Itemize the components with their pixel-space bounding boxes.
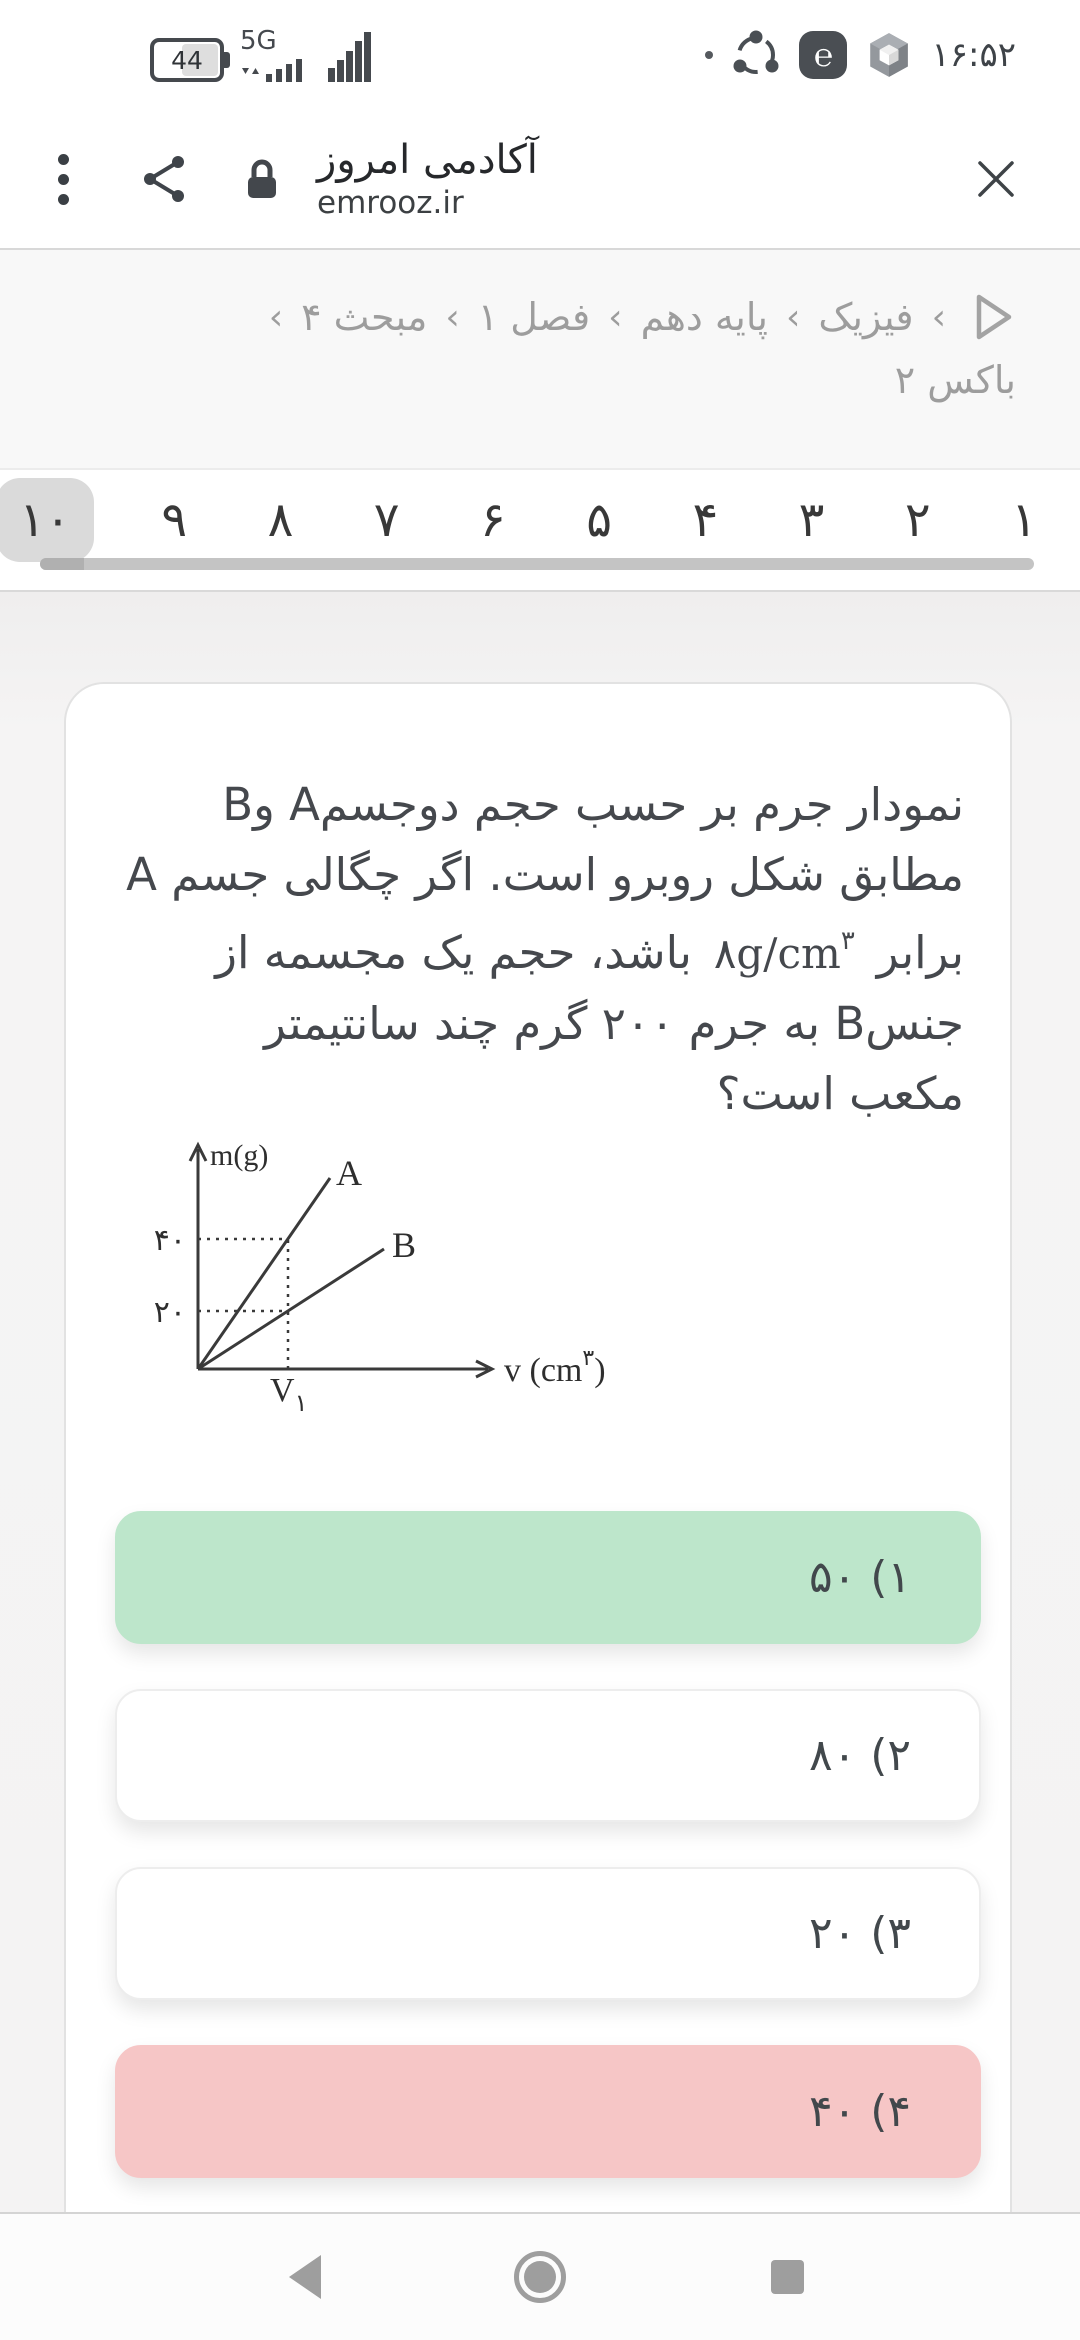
option-4-wrong-selected[interactable] [115, 2045, 981, 2178]
signal-bars-small-icon [240, 56, 312, 82]
battery-icon [150, 38, 224, 82]
tick-20: ۲۰ [153, 1295, 186, 1330]
home-button[interactable] [514, 2251, 566, 2303]
option-1-label: ۱) ۵۰ [808, 1552, 911, 1603]
recents-button[interactable] [771, 2260, 804, 2294]
mass-volume-graph [110, 1129, 1010, 1418]
breadcrumb-item-topic[interactable]: مبحث ۴ [301, 295, 428, 339]
signal-bars-large-icon [328, 30, 372, 82]
gem-app-notification-icon [865, 31, 913, 79]
overflow-menu-button[interactable] [52, 148, 75, 211]
share-app-notification-icon [731, 30, 781, 80]
answer-options [115, 1511, 981, 2178]
browser-header [0, 110, 1080, 250]
tab-question-7[interactable]: ۷ [373, 492, 400, 548]
breadcrumb-section [0, 250, 1080, 470]
option-2[interactable] [115, 1689, 981, 1822]
page-content [0, 592, 1080, 2212]
question-line-3: $برابر۸g/cm^۳باشد،$ حجم یک مجسمه از [106, 910, 964, 989]
play-icon[interactable] [970, 290, 1016, 344]
status-right-cluster [705, 30, 1016, 80]
question-text [66, 684, 1010, 1129]
site-title-block [317, 136, 538, 222]
site-url: emrooz.ir [317, 185, 464, 221]
battery-tip [224, 52, 230, 68]
share-button[interactable] [141, 154, 187, 204]
breadcrumb-chevron-icon: ‹ [608, 296, 623, 338]
question-line-2: مطابق شکل روبرو است. اگر چگالی جسم A [126, 848, 964, 901]
breadcrumb-item-physics[interactable]: فیزیک [818, 295, 914, 339]
status-left-cluster [150, 28, 372, 82]
line-A-label: A [336, 1153, 362, 1193]
tab-question-8[interactable]: ۸ [267, 492, 294, 548]
tab-question-4[interactable]: ۴ [692, 492, 719, 548]
breadcrumb-item-box[interactable]: باکس ۲ [894, 358, 1016, 402]
question-line-1: نمودار جرم بر حسب حجم دوجسمA وB [222, 778, 964, 831]
tabs-scrollbar[interactable] [40, 558, 1034, 570]
y-axis-label: m(g) [210, 1139, 269, 1172]
messenger-app-notification-icon: ℮ [799, 31, 847, 79]
battery-percent: 44 [171, 45, 203, 75]
back-button[interactable] [289, 2255, 321, 2299]
option-4-label: ۴) ۴۰ [808, 2086, 911, 2137]
breadcrumb-chevron-icon: ‹ [931, 296, 946, 338]
tab-question-2[interactable]: ۲ [904, 492, 931, 548]
tab-question-1[interactable]: ۱ [1011, 492, 1037, 548]
question-number-tabs [0, 470, 1080, 592]
tab-question-6[interactable]: ۶ [480, 492, 506, 548]
page-title: آکادمی امروز [317, 137, 538, 183]
lock-icon [243, 156, 281, 202]
question-line-5: مکعب است؟ [716, 1067, 964, 1120]
density-formula: $۸g/cm^۳$ [713, 926, 855, 978]
status-bar [0, 0, 1080, 110]
tick-40: ۴۰ [153, 1223, 186, 1258]
question-card [64, 682, 1012, 2212]
line-B [198, 1249, 384, 1369]
tab-question-10-selected[interactable]: ۱۰ [0, 478, 94, 562]
breadcrumb-chevron-icon: ‹ [268, 296, 284, 338]
question-line-4: جنسB به جرم ۲۰۰ گرم چند سانتیمتر [264, 997, 964, 1050]
option-1-correct[interactable] [115, 1511, 981, 1644]
option-3[interactable] [115, 1867, 981, 2000]
breadcrumb-chevron-icon: ‹ [786, 296, 801, 338]
clock-time: ۱۶:۵۲ [931, 35, 1016, 75]
sim1-signal [240, 28, 312, 82]
breadcrumb-chevron-icon: ‹ [445, 296, 460, 338]
tab-question-9[interactable]: ۹ [161, 492, 188, 548]
notification-dot-icon [705, 51, 713, 59]
breadcrumb [0, 250, 1080, 344]
breadcrumb-item-grade[interactable]: پایه دهم [640, 295, 768, 339]
breadcrumb-line2 [0, 344, 1080, 402]
option-3-label: ۳) ۲۰ [808, 1908, 911, 1959]
close-button[interactable] [970, 153, 1022, 205]
v1-tick: $V_۱$ [270, 1372, 308, 1414]
tab-question-5[interactable]: ۵ [586, 492, 613, 548]
network-type-label: 5G [240, 26, 277, 56]
breadcrumb-item-chapter[interactable]: فصل ۱ [477, 295, 591, 339]
tab-question-3[interactable]: ۳ [798, 492, 825, 548]
android-navigation-bar [0, 2214, 1080, 2340]
x-axis-label: v $(cm^۳)$ [504, 1345, 606, 1389]
option-2-label: ۲) ۸۰ [808, 1730, 911, 1781]
line-A [198, 1178, 330, 1369]
line-B-label: B [392, 1225, 417, 1265]
